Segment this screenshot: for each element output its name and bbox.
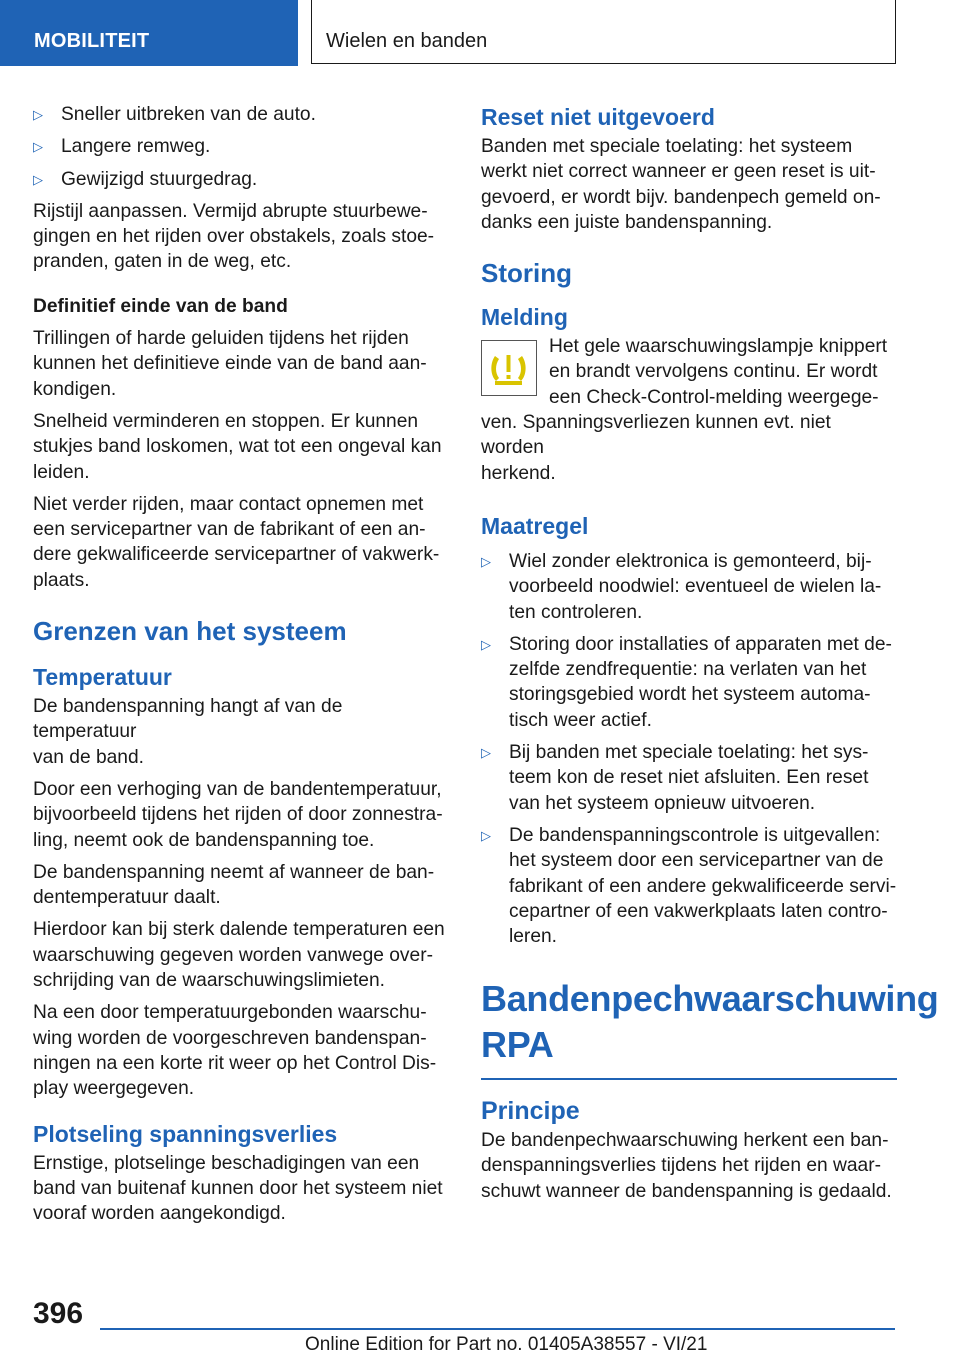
- list-item: [33, 134, 449, 159]
- heading-reset: Reset niet uitgevoerd: [481, 104, 715, 130]
- subheading-definitief: Definitief einde van de band: [33, 295, 288, 317]
- footer-divider: [100, 1328, 895, 1330]
- heading-maatregel: Maatregel: [481, 512, 589, 539]
- list-item-text: Sneller uitbreken van de auto.: [61, 104, 316, 125]
- list-item: [33, 102, 449, 127]
- heading-plotseling: Plotseling spanningsverlies: [33, 1120, 338, 1147]
- list-item: ▷ Storing door installaties of apparaten met de- zelfde zendfrequentie: na verlaten van het storingsgebied wordt het systeem automa- tisch weer actief.: [481, 633, 892, 731]
- paragraph: De bandenspanning neemt af wanneer de ban- dentemperatuur daalt.: [33, 861, 435, 909]
- paragraph: Snelheid verminderen en stoppen. Er kunnen stukjes band loskomen, wat tot een ongeval kan leiden.: [33, 410, 442, 483]
- heading-temperatuur: Temperatuur: [33, 664, 172, 691]
- left-column: [33, 102, 449, 1233]
- paragraph: Niet verder rijden, maar contact opnemen met een servicepartner van de fabrikant of een an- dere gekwalificeerde servicepartner of vakwerk- plaats.: [33, 493, 440, 591]
- edition-text: Online Edition for Part no. 01405A38557 - VI/21: [305, 1334, 708, 1355]
- paragraph: Na een door temperatuurgebonden waarschu- wing worden de voorgeschreven bandenspan- ningen na een korte rit weer op het Control Dis- play weergegeven.: [33, 1002, 437, 1100]
- page-number: 396: [33, 1297, 84, 1330]
- heading-principe: Principe: [481, 1096, 580, 1125]
- list-item: ▷ De bandenspanningscontrole is uitgevallen: het systeem door een servicepartner van de fabrikant of een andere gekwalificeerde servi- cepartner of een vakwerkplaats laten contro- leren.: [481, 824, 897, 948]
- right-column: [481, 102, 939, 1211]
- bullet-triangle-icon: ▷: [481, 827, 491, 843]
- paragraph: Trillingen of harde geluiden tijdens het rijden kunnen het definitieve einde van de band aan- kondigen.: [33, 328, 427, 400]
- list-item-text: Langere remweg.: [61, 136, 211, 158]
- paragraph: Ernstige, plotselinge beschadigingen van een band van buitenaf kunnen door het systeem niet vooraf worden aangekondigd.: [33, 1152, 443, 1225]
- chapter-tab: Wielen en banden: [311, 0, 896, 64]
- list-item: [33, 167, 449, 192]
- paragraph: De bandenspanning hangt af van de temperatuur van de band.: [33, 696, 343, 768]
- section-tab: MOBILITEIT: [0, 0, 298, 66]
- page-header: [0, 0, 960, 66]
- bullet-triangle-icon: ▷: [481, 636, 491, 652]
- bullet-triangle-icon: ▷: [33, 171, 43, 187]
- paragraph: Hierdoor kan bij sterk dalende temperaturen een waarschuwing gegeven worden vanwege over- schrijding van de waarschuwingslimieten.: [33, 919, 445, 992]
- paragraph: De bandenpechwaarschuwing herkent een ban- denspanningsverlies tijdens het rijden en waar- schuwt wanneer de bandenspanning is gedaald.: [481, 1129, 892, 1202]
- heading-rpa: Bandenpechwaarschuwing RPA: [481, 978, 939, 1066]
- section-divider: [481, 1078, 897, 1080]
- heading-grenzen: Grenzen van het systeem: [33, 616, 347, 647]
- list-item-text: Gewijzigd stuurgedrag.: [61, 168, 258, 190]
- bullet-triangle-icon: ▷: [33, 107, 43, 122]
- paragraph-rijstijl: Rijstijl aanpassen. Vermijd abrupte stuurbewe- gingen en het rijden over obstakels, zoals stoe- pranden, gaten in de weg, etc.: [33, 200, 435, 273]
- heading-storing: Storing: [481, 258, 572, 289]
- paragraph: Banden met speciale toelating: het systeem werkt niet correct wanneer er geen reset is uit- gevoerd, er wordt bijv. bandenpech gemeld on- danks een juiste bandenspanning.: [481, 136, 881, 233]
- bullet-triangle-icon: ▷: [33, 139, 43, 155]
- bullet-triangle-icon: ▷: [481, 553, 491, 569]
- heading-melding: Melding: [481, 304, 568, 331]
- paragraph: Door een verhoging van de bandentemperatuur, bijvoorbeeld tijdens het rijden of door zonnestra- ling, neemt ook de bandenspanning toe.: [33, 778, 443, 851]
- list-item: ▷ Bij banden met speciale toelating: het sys- teem kon de reset niet afsluiten. Een reset van het systeem opnieuw uitvoeren.: [481, 742, 869, 814]
- tire-pressure-warning-icon: [481, 340, 537, 396]
- paragraph-melding: Het gele waarschuwingslampje knippert en brandt vervolgens continu. Er wordt een Check-Control-melding weergege- ven. Spanningsverliezen kunnen evt. niet worden herkend.: [481, 336, 888, 484]
- list-item: ▷ Wiel zonder elektronica is gemonteerd, bij- voorbeeld noodwiel: eventueel de wielen la- ten controleren.: [481, 550, 882, 623]
- bullet-triangle-icon: ▷: [481, 745, 491, 761]
